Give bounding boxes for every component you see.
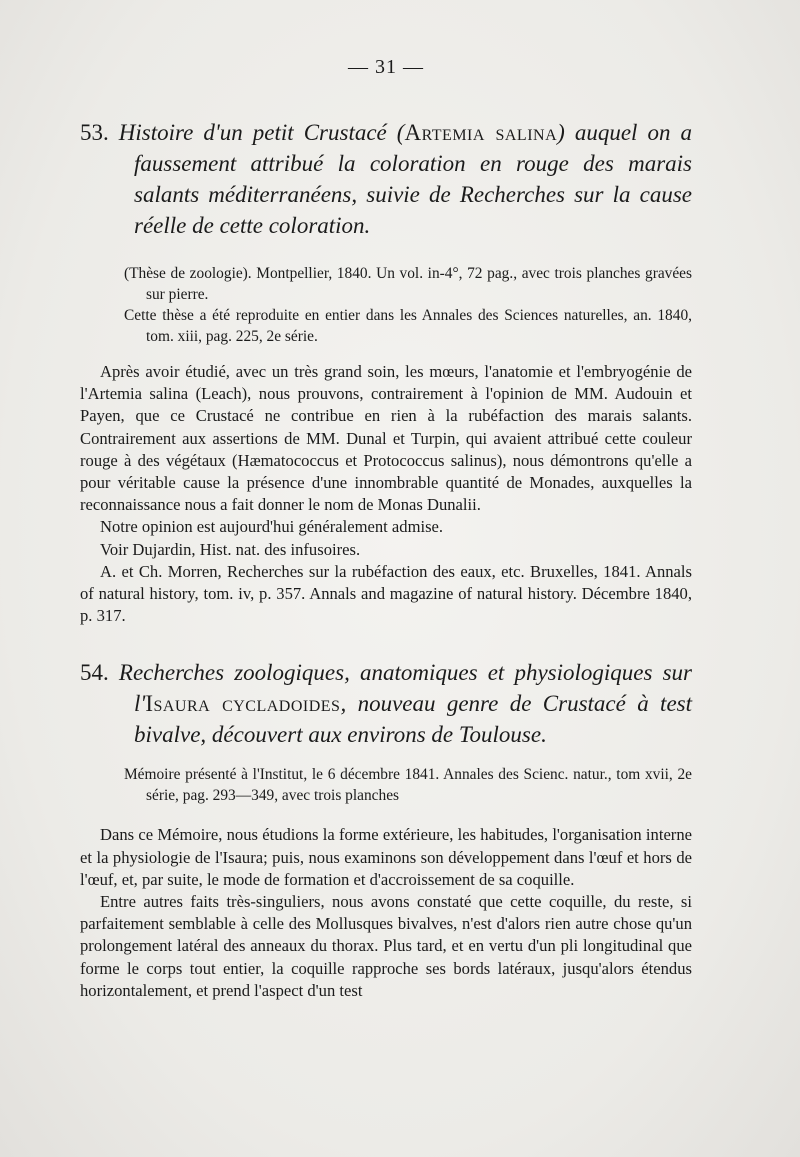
entry-54-title-a: Recherches zoologiques, anatomiques et physiologiques sur l'	[118, 660, 692, 717]
entry-53-paragraph-4: A. et Ch. Morren, Recherches sur la rubéfaction des eaux, etc. Bruxelles, 1841. Annals of natural history, tom. iv, p. 357. Annals and magazine of natural history. Décembre 1840, p. 317.	[80, 561, 692, 626]
entry-54-body	[80, 824, 692, 1002]
entry-53-paragraph-1: Après avoir étudié, avec un très grand soin, les mœurs, l'anatomie et l'embryogénie de l'Artemia salina (Leach), nous prouvons, contrairement à l'opinion de MM. Audouin et Payen, que ce Crustacé ne contribue en rien à la rubéfaction des marais salants. Contrairement aux assertions de MM. Dunal et Turpin, qui avaient attribué cette couleur rouge à des végétaux (Hæmatococcus et Protococcus salinus), nous démontrons qu'elle a pour véritable cause la présence d'une innombrable quantité de Monades, auxquelles la reconnaissance nous a fait donner le nom de Monas Dunalii.	[80, 362, 692, 515]
entry-53-biblio-2: Cette thèse a été reproduite en entier dans les Annales des Sciences naturelles, an. 1840, tom. xiii, pag. 225, 2e série.	[124, 307, 692, 345]
entry-53-title-a: Histoire d'un petit Crustacé (	[118, 120, 405, 145]
entry-54-paragraph-1: Dans ce Mémoire, nous étudions la forme extérieure, les habitudes, l'organisation interne et la physiologie de l'Isaura; puis, nous examinons son développement dans l'œuf et hors de l'œuf, et, par suite, le mode de formation et d'accroissement de sa coquille.	[80, 825, 692, 889]
entry-53-biblio-1: (Thèse de zoologie). Montpellier, 1840. Un vol. in-4°, 72 pag., avec trois planches gravées sur pierre.	[124, 265, 692, 303]
entry-53-paragraph-3: Voir Dujardin, Hist. nat. des infusoires.	[100, 539, 361, 559]
entry-53-number: 53.	[80, 120, 109, 145]
page-content	[80, 56, 692, 1002]
page-number: — 31 —	[348, 56, 424, 78]
entry-53-title-b: ) auquel on a faussement attribué la coloration en rouge des marais salants méditerranéens, suivie de Recherches sur la cause réelle de cette coloration.	[134, 120, 692, 238]
entry-53-paragraph-2: Notre opinion est aujourd'hui généralement admise.	[100, 517, 444, 537]
entry-53-body	[80, 361, 692, 627]
entry-54-title-species: Isaura cycladoides	[145, 691, 341, 717]
entry-54-title-b: , nouveau genre de Crustacé à test bivalve, découvert aux environs de Toulouse.	[134, 691, 692, 748]
entry-54-title	[80, 657, 692, 750]
entry-53-bibliography	[124, 263, 692, 347]
entry-53-title	[80, 117, 692, 241]
entry-53-title-species: Artemia salina	[404, 120, 558, 145]
entry-54-biblio-1: Mémoire présenté à l'Institut, le 6 décembre 1841. Annales des Scienc. natur., tom xvii, 2e série, pag. 293—349, avec trois planches	[124, 766, 692, 805]
entry-54-paragraph-2: Entre autres faits très-singuliers, nous avons constaté que cette coquille, du reste, si parfaitement semblable à celle des Mollusques bivalves, n'est d'alors rien autre chose qu'un prolongement latéral des anneaux du thorax. Plus tard, et en vertu d'un pli longitudinal que forme le corps tout entier, la coquille rapproche ses bords latéraux, jusqu'alors étendus horizontalement, et prend l'aspect d'un test	[80, 892, 692, 1000]
entry-54-number: 54.	[80, 660, 109, 686]
entry-54-bibliography	[124, 764, 692, 806]
